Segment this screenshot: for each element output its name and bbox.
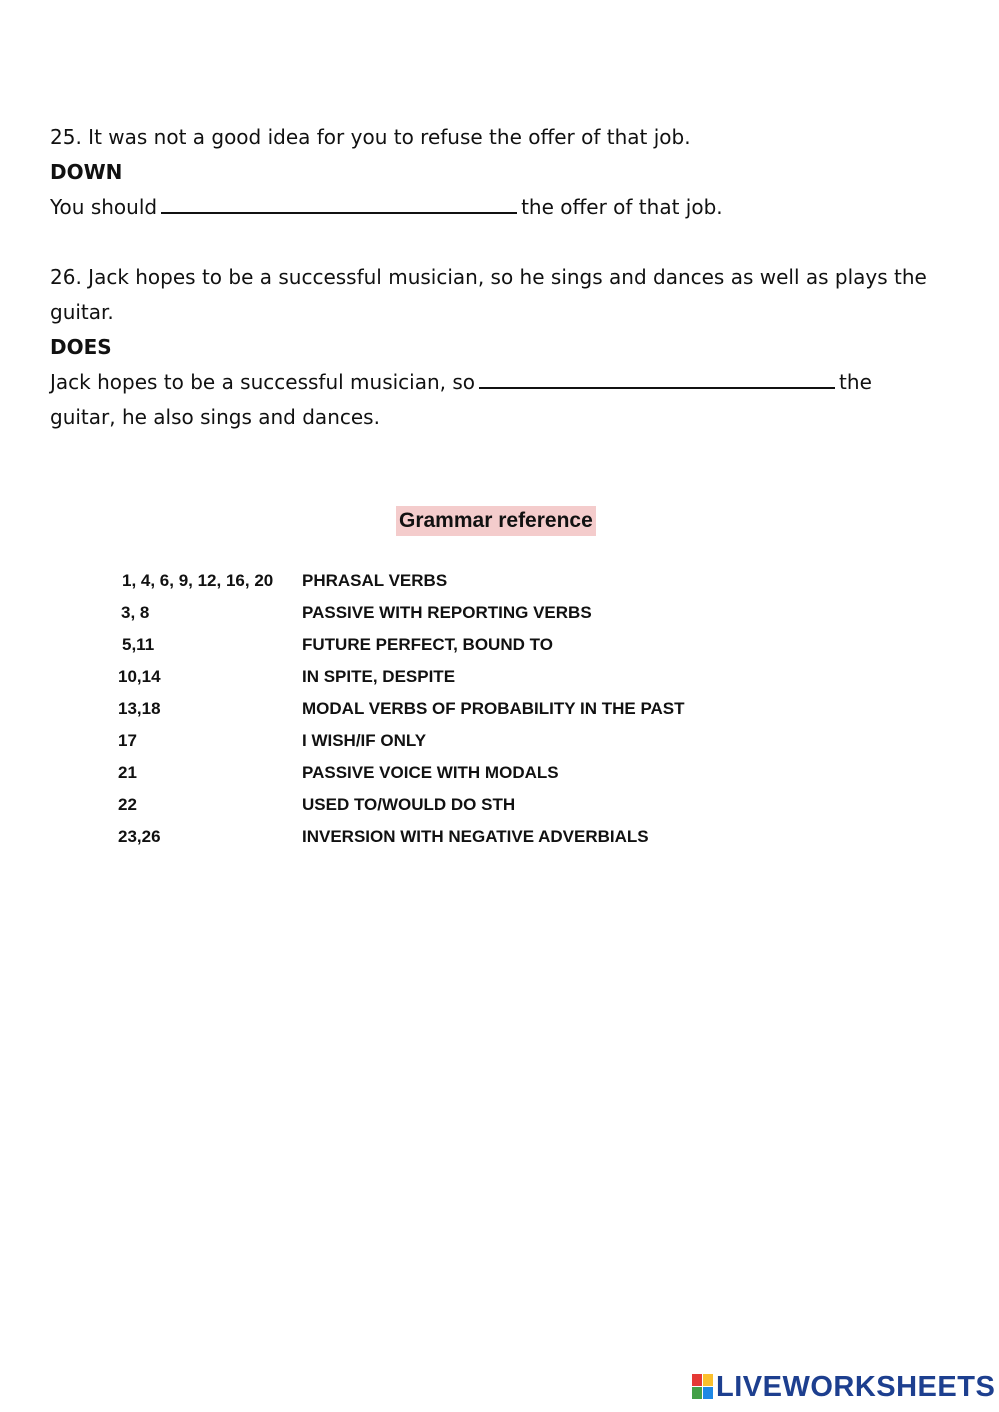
question-26-answer-before: Jack hopes to be a successful musician, so — [50, 370, 476, 394]
grammar-reference-nums: 3, 8 — [121, 603, 150, 622]
grammar-reference-row — [0, 789, 999, 821]
question-26-answer-line — [50, 365, 950, 400]
question-25-keyword: DOWN — [50, 160, 123, 184]
question-25-prompt: 25. It was not a good idea for you to refuse the offer of that job. — [50, 125, 691, 149]
grammar-reference-row — [0, 821, 999, 853]
grammar-reference-topic: PASSIVE VOICE WITH MODALS — [302, 763, 559, 782]
grammar-reference-title: Grammar reference — [396, 506, 596, 536]
question-26 — [50, 260, 950, 435]
question-25-answer-blank[interactable] — [161, 192, 517, 214]
grammar-reference-topic: IN SPITE, DESPITE — [302, 667, 456, 686]
grammar-reference-nums: 1, 4, 6, 9, 12, 16, 20 — [122, 571, 274, 590]
grammar-reference-row — [0, 757, 999, 789]
grammar-reference-nums: 21 — [118, 763, 137, 782]
grammar-reference-row — [0, 693, 999, 725]
question-25-answer-line — [50, 190, 950, 225]
liveworksheets-logo-icon — [692, 1374, 714, 1400]
grammar-reference-topic: I WISH/IF ONLY — [302, 731, 427, 750]
grammar-reference-topic: INVERSION WITH NEGATIVE ADVERBIALS — [302, 827, 649, 846]
grammar-reference-nums: 23,26 — [118, 827, 161, 846]
question-26-answer-line2: guitar, he also sings and dances. — [50, 405, 380, 429]
grammar-reference-nums: 13,18 — [118, 699, 161, 718]
liveworksheets-logo-text: LIVEWORKSHEETS — [716, 1370, 996, 1403]
grammar-reference-topic: PHRASAL VERBS — [302, 571, 448, 590]
grammar-reference-row — [0, 661, 999, 693]
question-25-answer-before: You should — [50, 195, 158, 219]
question-26-prompt-line1: 26. Jack hopes to be a successful musician, so he sings and dances as well as plays the — [50, 265, 927, 289]
question-26-answer-blank[interactable] — [479, 367, 835, 389]
question-25-answer-after: the offer of that job. — [521, 195, 723, 219]
grammar-reference-nums: 5,11 — [122, 635, 155, 654]
question-25 — [50, 120, 950, 225]
grammar-reference-topic: PASSIVE WITH REPORTING VERBS — [302, 603, 592, 622]
grammar-reference-row — [0, 725, 999, 757]
grammar-reference-topic: MODAL VERBS OF PROBABILITY IN THE PAST — [302, 699, 685, 718]
question-26-keyword: DOES — [50, 335, 112, 359]
grammar-reference-nums: 22 — [118, 795, 137, 814]
grammar-reference-row — [0, 597, 999, 629]
grammar-reference-topic: USED TO/WOULD DO STH — [302, 795, 516, 814]
grammar-reference-row — [0, 565, 999, 597]
grammar-reference-nums: 10,14 — [118, 667, 161, 686]
liveworksheets-logo[interactable] — [692, 1372, 995, 1402]
grammar-reference-topic: FUTURE PERFECT, BOUND TO — [302, 635, 553, 654]
grammar-reference-row — [0, 629, 999, 661]
grammar-reference-nums: 17 — [118, 731, 137, 750]
question-26-prompt-line2: guitar. — [50, 300, 114, 324]
question-26-answer-after: the — [839, 370, 872, 394]
